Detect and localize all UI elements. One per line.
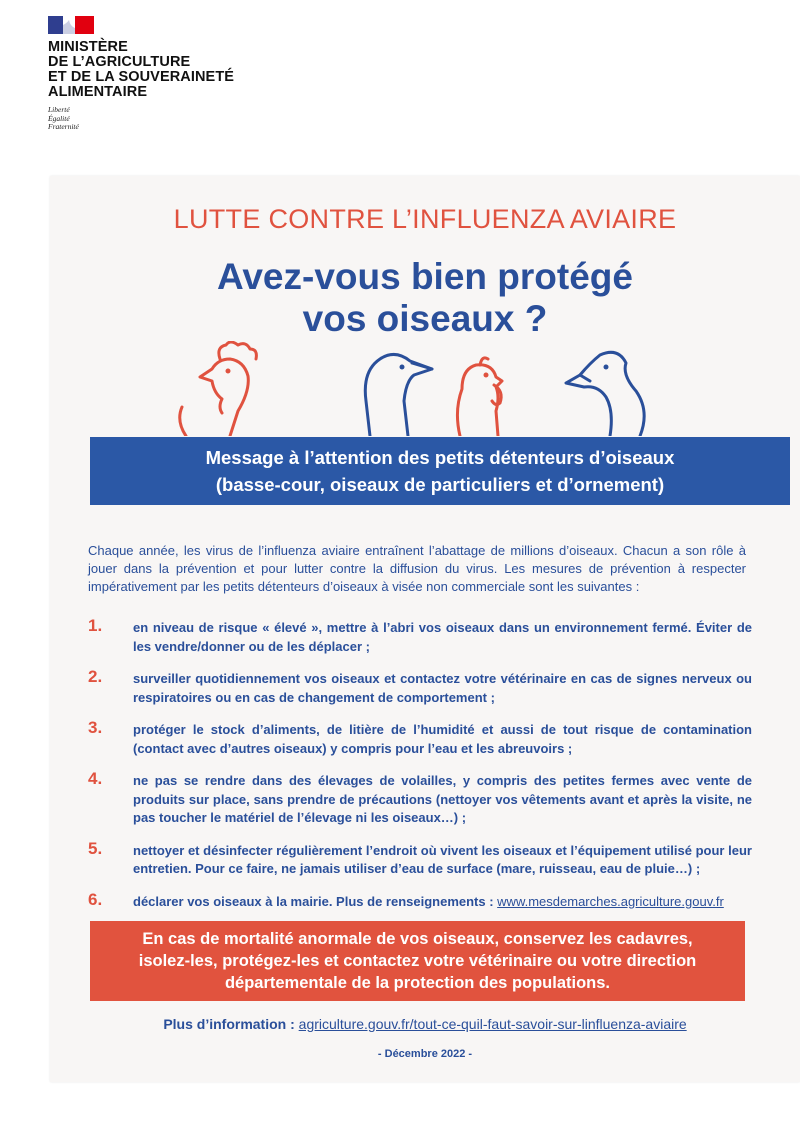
rule-text: ne pas se rendre dans des élevages de volailles, y compris des petites fermes avec vente de produits sur place, sans prendre de précautions (nettoyer vos vêtements avant et après la visite, ne pas toucher le matériel de l’élevage ni les oiseaux…) ; bbox=[133, 773, 752, 825]
rule-item bbox=[88, 889, 752, 912]
rule-number: 6. bbox=[88, 889, 103, 909]
birds-illustration bbox=[170, 341, 650, 436]
rule-item bbox=[88, 718, 752, 758]
banner-line-1: Message à l’attention des petits détenteurs d’oiseaux bbox=[205, 447, 675, 468]
audience-banner bbox=[90, 437, 790, 505]
rule-number: 5. bbox=[88, 838, 103, 858]
goose-icon bbox=[365, 354, 432, 436]
rule-number: 4. bbox=[88, 769, 103, 788]
rule-number: 2. bbox=[88, 667, 103, 686]
rule-text: protéger le stock d’aliments, de litière de l’humidité et aussi de tout risque de contamination (contact avec d’autres oiseaux) y compris pour l’eau et les abreuvoirs ; bbox=[133, 722, 752, 756]
poster-panel bbox=[50, 176, 800, 1082]
turkey-icon bbox=[457, 358, 502, 436]
ministry-name: MINISTÈRE DE L’AGRICULTURE ET DE LA SOUVERAINETÉ ALIMENTAIRE bbox=[48, 39, 235, 100]
rule-text: surveiller quotidiennement vos oiseaux et contactez votre vétérinaire en cas de signes nerveux ou respiratoires ou en cas de changement de comportement ; bbox=[133, 671, 752, 705]
rule-number: 3. bbox=[88, 718, 103, 737]
mortality-alert bbox=[90, 921, 745, 1001]
page-title: Avez-vous bien protégé vos oiseaux ? bbox=[217, 256, 633, 339]
mesdemarches-link[interactable]: www.mesdemarches.agriculture.gouv.fr bbox=[497, 893, 724, 909]
more-information bbox=[50, 1016, 800, 1032]
republic-motto: Liberté Égalité Fraternité bbox=[48, 105, 79, 131]
rule-text: nettoyer et désinfecter régulièrement l’endroit où vivent les oiseaux et l’équipement utilisé pour leur entretien. Pour ce faire, ne jamais utiliser d’eau de surface (mare, ruisseau, eau de pluie…) ; bbox=[133, 842, 752, 876]
marianne-logo-icon bbox=[48, 16, 94, 34]
rule-item bbox=[88, 838, 752, 879]
publication-date: - Décembre 2022 - bbox=[377, 1048, 473, 1060]
rule-item bbox=[88, 667, 752, 707]
rooster-icon bbox=[180, 342, 257, 436]
intro-paragraph: Chaque année, les virus de l’influenza aviaire entraînent l’abattage de millions d’oiseaux. Chacun a son rôle à jouer dans la prévention et pour lutter contre la diffusion du virus. Les mesures de prévention à respecter impérativement par les petits détenteurs d’oiseaux à visée non commerciale sont les suivantes : bbox=[88, 543, 746, 594]
rule-text: en niveau de risque « élevé », mettre à l’abri vos oiseaux dans un environnement fermé. Éviter de les vendre/donner ou de les déplacer ; bbox=[133, 620, 752, 654]
banner-line-2: (basse-cour, oiseaux de particuliers et d’ornement) bbox=[215, 474, 665, 495]
more-info-link[interactable]: agriculture.gouv.fr/tout-ce-quil-faut-savoir-sur-linfluenza-aviaire bbox=[298, 1016, 687, 1032]
rule-text: déclarer vos oiseaux à la mairie. Plus de renseignements : bbox=[133, 893, 498, 909]
rule-number: 1. bbox=[88, 616, 103, 635]
alert-line-3: départementale de la protection des populations. bbox=[224, 974, 611, 992]
alert-line-2: isolez-les, protégez-les et contactez votre vétérinaire ou votre direction bbox=[138, 952, 697, 970]
poster-kicker: LUTTE CONTRE L’INFLUENZA AVIAIRE bbox=[173, 204, 677, 234]
rule-item bbox=[88, 616, 752, 656]
prevention-rules-list bbox=[88, 616, 752, 921]
ministry-logo bbox=[48, 16, 308, 132]
alert-line-1: En cas de mortalité anormale de vos oiseaux, conservez les cadavres, bbox=[142, 930, 693, 948]
duck-icon bbox=[566, 352, 644, 436]
more-info-label: Plus d’information : bbox=[163, 1016, 299, 1032]
rule-item bbox=[88, 769, 752, 828]
